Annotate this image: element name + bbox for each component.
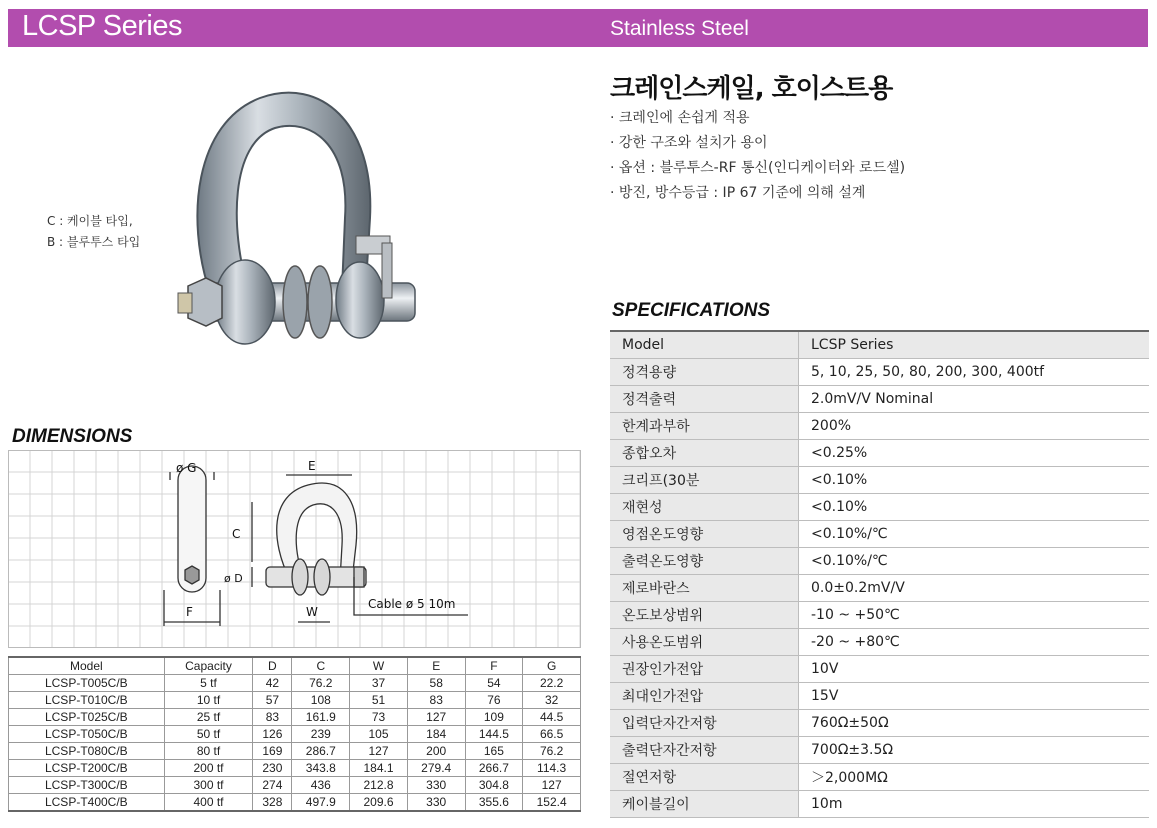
- shackle-load-cell-image: [170, 68, 430, 378]
- dim-label-f: F: [186, 605, 193, 619]
- spec-row: [610, 791, 1149, 818]
- header-band: [8, 9, 1148, 47]
- spec-row: [610, 737, 1149, 764]
- dim-cell: 83: [407, 692, 465, 709]
- spec-label: 절연저항: [610, 764, 799, 791]
- spec-row: [610, 656, 1149, 683]
- dim-cell: 10 tf: [164, 692, 253, 709]
- dim-cell: 25 tf: [164, 709, 253, 726]
- feature-list: [610, 107, 905, 207]
- dim-cell: 73: [350, 709, 408, 726]
- dim-cell: LCSP-T400C/B: [9, 794, 165, 812]
- dim-cell: 32: [523, 692, 581, 709]
- dim-cell: 76.2: [292, 675, 350, 692]
- dim-label-d: ø D: [224, 572, 243, 585]
- spec-value: LCSP Series: [799, 331, 1150, 359]
- dim-cell: LCSP-T005C/B: [9, 675, 165, 692]
- spec-value: 700Ω±3.5Ω: [799, 737, 1150, 764]
- dim-column-header: Capacity: [164, 657, 253, 675]
- dim-cell: 330: [407, 794, 465, 812]
- dim-cell: 144.5: [465, 726, 523, 743]
- spec-value: 2.0mV/V Nominal: [799, 386, 1150, 413]
- spec-label: 최대인가전압: [610, 683, 799, 710]
- dim-cell: 76.2: [523, 743, 581, 760]
- spec-row: [610, 629, 1149, 656]
- spec-label: 재현성: [610, 494, 799, 521]
- series-title: LCSP Series: [22, 10, 182, 42]
- dim-cell: 230: [253, 760, 292, 777]
- dim-cell: 58: [407, 675, 465, 692]
- dim-cell: 127: [407, 709, 465, 726]
- spec-row: [610, 494, 1149, 521]
- dim-cell: 126: [253, 726, 292, 743]
- dim-cell: 330: [407, 777, 465, 794]
- feature-item: · 크레인에 손쉽게 적용: [610, 110, 750, 126]
- dim-label-w: W: [306, 605, 318, 619]
- dim-cell: 184.1: [350, 760, 408, 777]
- dim-cell: 436: [292, 777, 350, 794]
- material-label: Stainless Steel: [610, 17, 749, 40]
- spec-label: 정격출력: [610, 386, 799, 413]
- spec-value: 15V: [799, 683, 1150, 710]
- dim-row: [9, 675, 581, 692]
- dim-cell: 44.5: [523, 709, 581, 726]
- dim-cell: 127: [350, 743, 408, 760]
- spec-value: <0.10%: [799, 494, 1150, 521]
- spec-value: 200%: [799, 413, 1150, 440]
- spec-label: 온도보상범위: [610, 602, 799, 629]
- dim-cell: LCSP-T025C/B: [9, 709, 165, 726]
- spec-value: -20 ~ +80℃: [799, 629, 1150, 656]
- spec-value: <0.10%/℃: [799, 521, 1150, 548]
- dim-cell: 209.6: [350, 794, 408, 812]
- dim-cell: 169: [253, 743, 292, 760]
- dim-cell: 286.7: [292, 743, 350, 760]
- dim-cell: 266.7: [465, 760, 523, 777]
- spec-value: ＞2,000MΩ: [799, 764, 1150, 791]
- dim-cell: 161.9: [292, 709, 350, 726]
- spec-label: 입력단자간저항: [610, 710, 799, 737]
- dim-row: [9, 709, 581, 726]
- dim-cell: 76: [465, 692, 523, 709]
- dim-label-cable: Cable ø 5 10m: [368, 597, 456, 611]
- specifications-heading: SPECIFICATIONS: [612, 300, 770, 321]
- dim-cell: 400 tf: [164, 794, 253, 812]
- dim-cell: 200: [407, 743, 465, 760]
- dim-cell: 497.9: [292, 794, 350, 812]
- dim-cell: 5 tf: [164, 675, 253, 692]
- spec-label: 사용온도범위: [610, 629, 799, 656]
- dim-cell: LCSP-T300C/B: [9, 777, 165, 794]
- specifications-table: [610, 330, 1149, 818]
- spec-value: 0.0±0.2mV/V: [799, 575, 1150, 602]
- dim-cell: 37: [350, 675, 408, 692]
- spec-value: 10V: [799, 656, 1150, 683]
- dim-row: [9, 743, 581, 760]
- dim-row: [9, 692, 581, 709]
- dim-column-header: E: [407, 657, 465, 675]
- dim-column-header: W: [350, 657, 408, 675]
- side-view: [164, 466, 220, 626]
- dim-cell: 343.8: [292, 760, 350, 777]
- spec-row: [610, 548, 1149, 575]
- spec-label: Model: [610, 331, 799, 359]
- spec-label: 영점온도영향: [610, 521, 799, 548]
- spec-label: 정격용량: [610, 359, 799, 386]
- spec-row: [610, 359, 1149, 386]
- spec-value: 10m: [799, 791, 1150, 818]
- spec-row: [610, 413, 1149, 440]
- product-title: 크레인스케일, 호이스트용: [610, 74, 893, 104]
- spec-row: [610, 764, 1149, 791]
- dim-cell: 279.4: [407, 760, 465, 777]
- dim-cell: 54: [465, 675, 523, 692]
- dim-cell: 165: [465, 743, 523, 760]
- spec-row: [610, 710, 1149, 737]
- dim-cell: 239: [292, 726, 350, 743]
- spec-label: 크리프(30분: [610, 467, 799, 494]
- spec-label: 종합오차: [610, 440, 799, 467]
- dim-cell: 328: [253, 794, 292, 812]
- dim-cell: 127: [523, 777, 581, 794]
- spec-label: 출력단자간저항: [610, 737, 799, 764]
- spec-value: <0.25%: [799, 440, 1150, 467]
- dim-cell: 66.5: [523, 726, 581, 743]
- dim-cell: 304.8: [465, 777, 523, 794]
- dim-label-c: C: [232, 527, 241, 541]
- dim-cell: 200 tf: [164, 760, 253, 777]
- dim-cell: 83: [253, 709, 292, 726]
- dim-column-header: D: [253, 657, 292, 675]
- spec-label: 권장인가전압: [610, 656, 799, 683]
- dim-cell: 80 tf: [164, 743, 253, 760]
- dim-cell: 109: [465, 709, 523, 726]
- spec-value: <0.10%: [799, 467, 1150, 494]
- spec-value: -10 ~ +50℃: [799, 602, 1150, 629]
- dim-label-e: E: [308, 459, 316, 473]
- dim-cell: 152.4: [523, 794, 581, 812]
- dim-cell: LCSP-T080C/B: [9, 743, 165, 760]
- feature-item: · 방진, 방수등급 : IP 67 기준에 의해 설계: [610, 185, 866, 201]
- dim-column-header: C: [292, 657, 350, 675]
- dim-column-header: G: [523, 657, 581, 675]
- dim-row: [9, 794, 581, 812]
- spec-value: <0.10%/℃: [799, 548, 1150, 575]
- dim-row: [9, 726, 581, 743]
- spec-value: 5, 10, 25, 50, 80, 200, 300, 400tf: [799, 359, 1150, 386]
- spec-row: [610, 386, 1149, 413]
- dimension-drawing: [8, 450, 581, 648]
- feature-item: · 옵션 : 블루투스-RF 통신(인디케이터와 로드셀): [610, 160, 906, 176]
- dim-cell: 114.3: [523, 760, 581, 777]
- dim-cell: 57: [253, 692, 292, 709]
- spec-row: [610, 331, 1149, 359]
- type-note-cable: C : 케이블 타입,: [47, 214, 133, 228]
- dim-cell: LCSP-T200C/B: [9, 760, 165, 777]
- dim-row: [9, 777, 581, 794]
- dim-row: [9, 760, 581, 777]
- dim-cell: 184: [407, 726, 465, 743]
- spec-label: 케이블길이: [610, 791, 799, 818]
- type-note-bluetooth: B : 블루투스 타입: [47, 235, 141, 249]
- dim-cell: 22.2: [523, 675, 581, 692]
- dim-column-header: Model: [9, 657, 165, 675]
- dimensions-table: [8, 656, 581, 812]
- dim-cell: 212.8: [350, 777, 408, 794]
- spec-row: [610, 683, 1149, 710]
- spec-value: 760Ω±50Ω: [799, 710, 1150, 737]
- spec-row: [610, 575, 1149, 602]
- spec-label: 한계과부하: [610, 413, 799, 440]
- dim-cell: 355.6: [465, 794, 523, 812]
- dim-cell: 300 tf: [164, 777, 253, 794]
- spec-label: 출력온도영향: [610, 548, 799, 575]
- dim-cell: 105: [350, 726, 408, 743]
- spec-label: 제로바란스: [610, 575, 799, 602]
- dimensions-heading: DIMENSIONS: [12, 426, 133, 447]
- dim-cell: 274: [253, 777, 292, 794]
- dim-cell: LCSP-T010C/B: [9, 692, 165, 709]
- dim-cell: 42: [253, 675, 292, 692]
- dim-cell: 108: [292, 692, 350, 709]
- spec-row: [610, 440, 1149, 467]
- dim-cell: 50 tf: [164, 726, 253, 743]
- dim-column-header: F: [465, 657, 523, 675]
- spec-row: [610, 467, 1149, 494]
- spec-row: [610, 521, 1149, 548]
- dim-label-g: ø G: [176, 461, 197, 475]
- spec-row: [610, 602, 1149, 629]
- dim-cell: LCSP-T050C/B: [9, 726, 165, 743]
- dim-cell: 51: [350, 692, 408, 709]
- feature-item: · 강한 구조와 설치가 용이: [610, 135, 768, 151]
